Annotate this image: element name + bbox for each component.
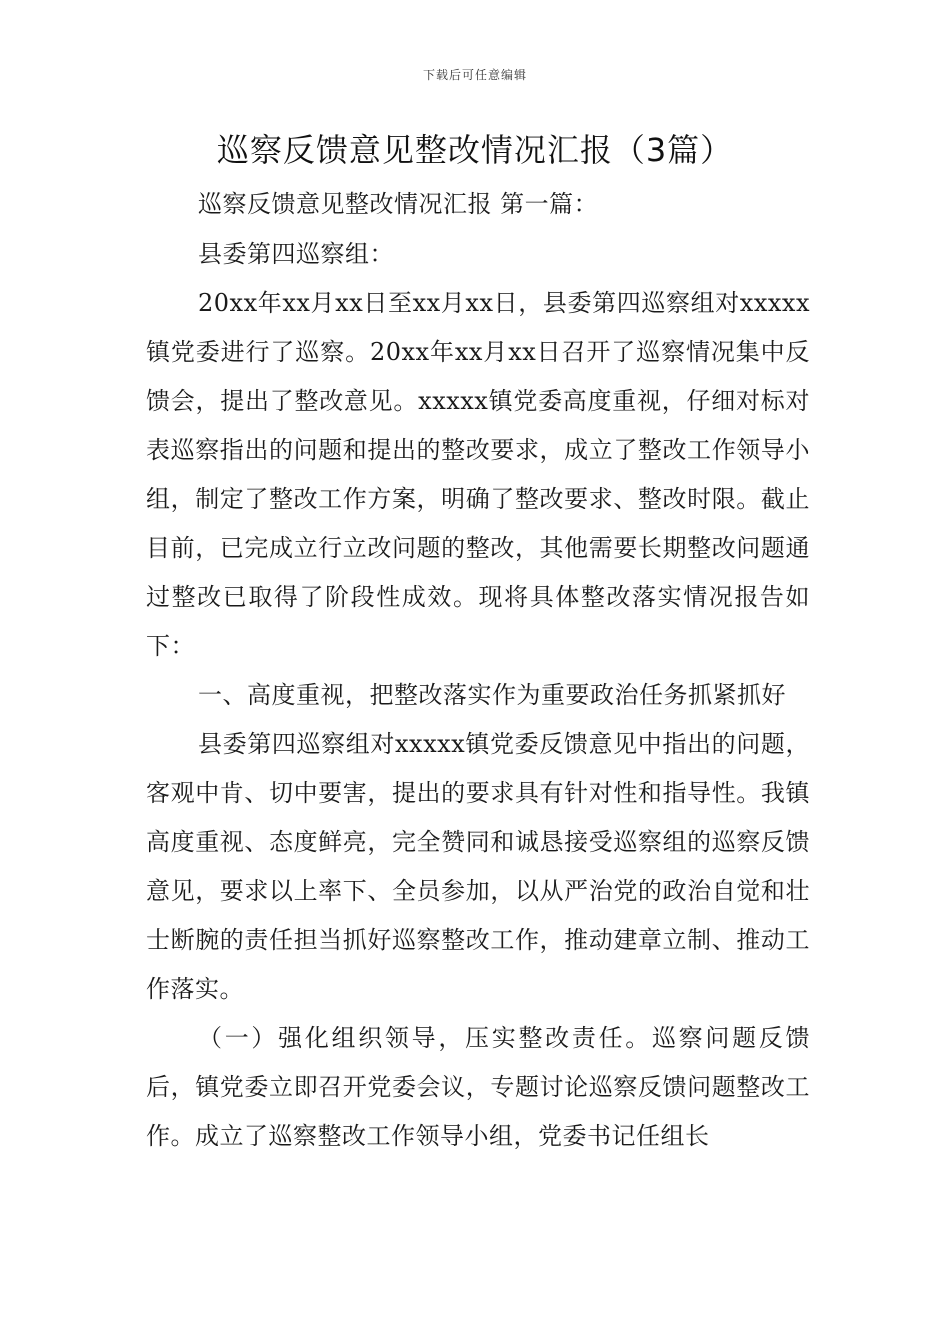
section-heading-1: 一、高度重视，把整改落实作为重要政治任务抓紧抓好 [198, 681, 786, 709]
paragraph-section-1: 县委第四巡察组对xxxxx镇党委反馈意见中指出的问题，客观中肯、切中要害，提出的要求具有针对性和指导性。我镇高度重视、态度鲜亮，完全赞同和诚恳接受巡察组的巡察反馈意见，要求以上率下、全员参加，以从严治党的政治自觉和壮士断腕的责任担当抓好巡察整改工作，推动建章立制、推动工作落实。 [146, 730, 810, 1003]
paragraph-subsection-1: （一）强化组织领导，压实整改责任。巡察问题反馈后，镇党委立即召开党委会议，专题讨论巡察反馈问题整改工作。成立了巡察整改工作领导小组，党委书记任组长 [146, 1024, 810, 1150]
header-note: 下载后可任意编辑 [422, 68, 527, 82]
paragraph-intro: 20xx年xx月xx日至xx月xx日，县委第四巡察组对xxxxx镇党委进行了巡察。20xx年xx月xx日召开了巡察情况集中反馈会，提出了整改意见。xxxxx镇党委高度重视，仔细对标对表巡察指出的问题和提出的整改要求，成立了整改工作领导小组，制定了整改工作方案，明确了整改要求、整改时限。截止目前，已完成立行立改问题的整改，其他需要长期整改问题通过整改已取得了阶段性成效。现将具体整改落实情况报告如下： [146, 289, 810, 660]
section-subtitle: 巡察反馈意见整改情况汇报 第一篇： [198, 190, 599, 218]
salutation: 县委第四巡察组： [198, 240, 394, 268]
document-body [146, 180, 810, 1161]
document-title: 巡察反馈意见整改情况汇报（3篇） [216, 131, 734, 169]
